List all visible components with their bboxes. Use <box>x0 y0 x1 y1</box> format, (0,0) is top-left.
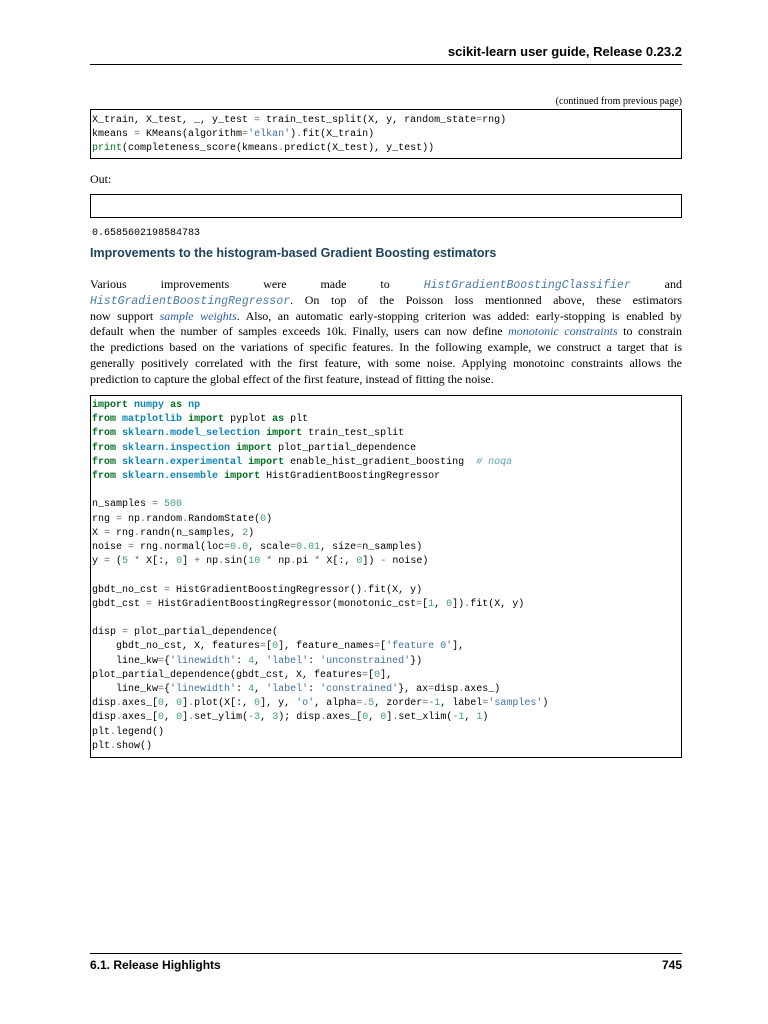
code-token: . <box>188 698 195 710</box>
code-token: 1 <box>458 712 465 724</box>
paragraph-line <box>90 356 682 372</box>
code-token: set_xlim( <box>398 712 453 724</box>
paragraph-text: now support <box>90 308 160 323</box>
code-token: , <box>164 698 177 710</box>
code-token: RandomState( <box>188 513 261 525</box>
code-token: . <box>296 129 303 141</box>
code-token: 2 <box>242 527 249 539</box>
code-token: = <box>374 641 381 653</box>
code-token: 0 <box>176 556 183 568</box>
code-token: predict(X_test), y_test)) <box>284 143 435 155</box>
code-token: 0 <box>446 598 453 610</box>
code-token: = <box>134 129 141 141</box>
code-token: enable_hist_gradient_boosting <box>284 456 477 468</box>
code-token: ], feature_names <box>278 641 375 653</box>
code-token: , size <box>320 542 357 554</box>
code-token: = <box>104 527 111 539</box>
code-token: 'label' <box>266 684 309 696</box>
code-token: =- <box>422 698 435 710</box>
code-token: train_test_split <box>302 428 405 440</box>
code-token: import <box>266 428 303 440</box>
code-line <box>92 640 681 654</box>
code-token: fit(X_train) <box>302 129 375 141</box>
code-token: }) <box>410 655 423 667</box>
code-line <box>92 612 681 626</box>
code-token: = <box>290 542 297 554</box>
code-token: : <box>308 655 321 667</box>
code-line <box>92 399 681 413</box>
code-token: 0 <box>260 513 267 525</box>
code-token: (completeness_score(kmeans <box>122 143 279 155</box>
continued-note: (continued from previous page) <box>555 96 682 107</box>
code-token: . <box>182 513 189 525</box>
code-token: rng <box>92 513 117 525</box>
code-token: from <box>92 456 117 468</box>
code-line <box>92 470 681 484</box>
code-token: [ <box>422 598 429 610</box>
code-token: - <box>452 712 459 724</box>
code-line <box>92 711 681 725</box>
doc-link[interactable]: monotonic constraints <box>508 324 618 339</box>
document-page <box>90 0 682 1024</box>
paragraph-line <box>90 277 682 293</box>
code-token: fit(X, y) <box>470 598 525 610</box>
code-token: sklearn.experimental <box>122 456 243 468</box>
code-token: 500 <box>164 499 183 511</box>
code-token: print <box>92 143 123 155</box>
code-token: 1 <box>476 712 483 724</box>
code-line <box>92 114 681 128</box>
code-token: plot_partial_dependence(gbdt_cst, X, features <box>92 669 363 681</box>
code-token: randn(n_samples, <box>140 527 243 539</box>
code-token: ) <box>290 129 297 141</box>
code-token: + <box>194 556 201 568</box>
code-token: gbdt_no_cst, X, features <box>92 641 261 653</box>
code-line <box>92 484 681 498</box>
code-token: { <box>164 684 171 696</box>
paragraph-text: the predictions based on the variations of specific features. In the following example, we construct a target that is <box>90 340 682 355</box>
code-token: . <box>392 712 399 724</box>
code-token: 'label' <box>266 655 309 667</box>
code-token: 0.0 <box>230 542 249 554</box>
code-token: plot_partial_dependence( <box>128 627 279 639</box>
code-token: = <box>122 627 129 639</box>
code-token: from <box>92 471 117 483</box>
code-token: np <box>122 513 141 525</box>
code-token: . <box>188 712 195 724</box>
code-token: 0 <box>380 712 387 724</box>
code-token: , <box>254 655 267 667</box>
code-token: disp <box>92 627 123 639</box>
code-block-monotonic-example <box>90 395 682 758</box>
code-token: = <box>146 598 153 610</box>
code-token: , <box>464 712 477 724</box>
code-token: plt <box>92 726 111 738</box>
code-token: disp <box>434 684 459 696</box>
code-line <box>92 456 681 470</box>
code-token: from <box>92 442 117 454</box>
code-token: . <box>116 712 123 724</box>
code-token: . <box>458 684 465 696</box>
code-line <box>92 584 681 598</box>
code-token: . <box>110 740 117 752</box>
code-line <box>92 697 681 711</box>
code-token: , <box>254 684 267 696</box>
running-header: scikit-learn user guide, Release 0.23.2 <box>447 44 682 59</box>
code-line <box>92 427 681 441</box>
code-token: 3 <box>254 712 261 724</box>
code-token: import <box>92 400 129 411</box>
code-token: kmeans <box>92 129 135 141</box>
output-value: 0.6585602198584783 <box>92 228 201 240</box>
code-token: - <box>380 556 387 568</box>
code-token: gbdt_cst <box>92 598 147 610</box>
code-token: numpy <box>134 400 165 411</box>
code-token: , alpha <box>314 698 357 710</box>
code-token: fit(X, y) <box>368 584 423 596</box>
code-token: = <box>356 542 363 554</box>
code-token: * <box>134 556 141 568</box>
paragraph-line <box>90 372 682 388</box>
code-token: ( <box>110 556 123 568</box>
code-token: , <box>434 598 447 610</box>
code-token: np <box>272 556 291 568</box>
code-token: 5 <box>122 556 129 568</box>
code-token: [ <box>368 669 375 681</box>
code-token: ) <box>266 513 273 525</box>
code-token: = <box>476 115 483 126</box>
paragraph-text: Various improvements were made to <box>90 277 424 291</box>
code-token: 0 <box>356 556 363 568</box>
code-token: as <box>170 400 183 411</box>
code-token: ] <box>182 698 189 710</box>
code-token: import <box>188 414 225 426</box>
code-token: ] <box>182 556 195 568</box>
code-token: . <box>158 542 165 554</box>
code-token: [ <box>266 641 273 653</box>
code-line <box>92 513 681 527</box>
code-token: plt <box>92 740 111 752</box>
code-token: . <box>464 598 471 610</box>
code-token: as <box>272 414 285 426</box>
code-line <box>92 498 681 512</box>
code-token: show() <box>116 740 153 752</box>
code-token: HistGradientBoostingRegressor(monotonic_cst <box>152 598 417 610</box>
code-line <box>92 683 681 697</box>
code-token: X <box>92 527 105 539</box>
code-token: 0 <box>158 712 165 724</box>
code-token: 'o' <box>296 698 315 710</box>
code-token: 3 <box>272 712 279 724</box>
code-token: . <box>320 712 327 724</box>
code-token: ); disp <box>278 712 321 724</box>
code-token: . <box>134 527 141 539</box>
code-token: = <box>416 598 423 610</box>
code-token: . <box>290 556 297 568</box>
code-token: , <box>260 712 273 724</box>
code-token: n_samples) <box>362 542 423 554</box>
code-token: ], <box>452 641 465 653</box>
code-token: line_kw <box>92 684 159 696</box>
code-token: ], y, <box>260 698 297 710</box>
code-token: 4 <box>248 684 255 696</box>
code-token: { <box>164 655 171 667</box>
code-token: 'linewidth' <box>170 655 237 667</box>
code-token: n_samples <box>92 499 153 511</box>
code-token: 0 <box>254 698 261 710</box>
code-token: 0 <box>374 669 381 681</box>
section-paragraph <box>90 277 682 388</box>
code-token: , label <box>440 698 483 710</box>
code-token: . <box>110 726 117 738</box>
out-label: Out: <box>90 172 112 186</box>
code-token: ] <box>386 712 393 724</box>
code-token: 4 <box>248 655 255 667</box>
code-token: plot(X[:, <box>194 698 255 710</box>
code-token: # noqa <box>476 456 513 468</box>
code-line <box>92 128 681 142</box>
paragraph-text: generally positively correlated with the first feature, with some noise. Applying monotoinc constraints allows the <box>90 355 682 370</box>
code-token: . <box>140 513 147 525</box>
code-token: from <box>92 428 117 440</box>
code-token: train_test_split(X, y, random_state <box>260 115 477 126</box>
code-token: 0 <box>272 641 279 653</box>
code-token: KMeans(algorithm <box>140 129 243 141</box>
code-token: line_kw <box>92 655 159 667</box>
doc-link[interactable]: sample weights <box>159 308 237 323</box>
code-token: np <box>188 400 201 411</box>
code-token: rng <box>134 542 159 554</box>
page-number: 745 <box>661 958 682 972</box>
code-token: = <box>362 669 369 681</box>
code-token: axes_[ <box>326 712 363 724</box>
code-token: , <box>164 712 177 724</box>
code-line <box>92 655 681 669</box>
code-token: - <box>248 712 255 724</box>
output-block <box>90 194 682 240</box>
paragraph-line <box>90 340 682 356</box>
code-line <box>92 555 681 569</box>
code-token: . <box>278 143 285 155</box>
code-token: ], <box>380 669 393 681</box>
code-token: 10 <box>248 556 261 568</box>
code-token: import <box>224 471 261 483</box>
doc-link[interactable]: HistGradientBoostingRegressor <box>90 294 291 308</box>
code-token: 'samples' <box>488 698 543 710</box>
code-token: = <box>254 115 261 126</box>
code-line <box>92 740 681 754</box>
code-token: X[:, <box>320 556 357 568</box>
code-token: : <box>308 684 321 696</box>
paragraph-line <box>90 309 682 325</box>
code-token: = <box>158 655 165 667</box>
code-token: 'linewidth' <box>170 684 237 696</box>
code-token: 'constrained' <box>320 684 399 696</box>
code-token: axes_) <box>464 684 501 696</box>
code-token: 0 <box>158 698 165 710</box>
code-token: = <box>116 513 123 525</box>
code-token: rng) <box>482 115 507 126</box>
code-token: disp <box>92 712 117 724</box>
code-token: ]) <box>452 598 465 610</box>
code-token: = <box>104 556 111 568</box>
code-token: plt <box>284 414 309 426</box>
code-line <box>92 413 681 427</box>
code-token: .5 <box>362 698 375 710</box>
code-token: = <box>152 499 159 511</box>
code-token: pi <box>296 556 315 568</box>
code-token: matplotlib <box>122 414 183 426</box>
section-title: Improvements to the histogram-based Gradient Boosting estimators <box>90 246 497 260</box>
code-line <box>92 598 681 612</box>
code-block-kmeans <box>90 109 682 159</box>
code-token: normal(loc <box>164 542 225 554</box>
code-token: . <box>362 584 369 596</box>
paragraph-text: default when the number of samples exceeds 10k. Finally, users can now define <box>90 324 509 339</box>
code-token: ) <box>482 712 489 724</box>
code-line <box>92 669 681 683</box>
code-token: X[:, <box>140 556 177 568</box>
code-token: legend() <box>116 726 165 738</box>
code-token: 'elkan' <box>248 129 291 141</box>
code-token: import <box>248 456 285 468</box>
code-token: ]) <box>362 556 381 568</box>
code-line <box>92 442 681 456</box>
code-token: = <box>224 542 231 554</box>
code-token: 0.01 <box>296 542 321 554</box>
code-token: = <box>128 542 135 554</box>
paragraph-line <box>90 324 682 340</box>
code-token: y <box>92 556 105 568</box>
paragraph-text: prediction to capture the global effect of the first feature, instead of fitting the noise. <box>90 371 494 386</box>
code-token: , scale <box>248 542 291 554</box>
code-token: = <box>164 584 171 596</box>
code-token: . <box>218 556 225 568</box>
code-token: : <box>236 655 249 667</box>
code-line <box>92 569 681 583</box>
code-line <box>92 726 681 740</box>
code-token: random <box>146 513 183 525</box>
code-token: noise) <box>386 556 429 568</box>
code-token: from <box>92 414 117 426</box>
code-token: pyplot <box>224 414 273 426</box>
paragraph-text: to constrain <box>617 324 682 339</box>
paragraph-text: and <box>630 277 683 291</box>
code-token: HistGradientBoostingRegressor <box>260 471 441 483</box>
code-token: axes_[ <box>122 712 159 724</box>
code-token: set_ylim( <box>194 712 249 724</box>
code-token: gbdt_no_cst <box>92 584 165 596</box>
header-rule <box>90 64 682 65</box>
code-token: ) <box>248 527 255 539</box>
code-token: = <box>260 641 267 653</box>
doc-link[interactable]: HistGradientBoostingClassifier <box>423 279 631 292</box>
code-token: plot_partial_dependence <box>272 442 417 454</box>
code-token: }, ax <box>398 684 429 696</box>
code-token: , <box>368 712 381 724</box>
code-token: 0 <box>176 712 183 724</box>
code-token: = <box>356 698 363 710</box>
code-token: ) <box>542 698 549 710</box>
code-token: rng <box>110 527 135 539</box>
code-token: 1 <box>434 698 441 710</box>
code-token: = <box>428 684 435 696</box>
code-token: * <box>314 556 321 568</box>
code-token: sin( <box>224 556 249 568</box>
code-token: ] <box>182 712 189 724</box>
code-line <box>92 626 681 640</box>
code-token: 0 <box>176 698 183 710</box>
paragraph-line <box>90 293 682 309</box>
code-token: np <box>200 556 219 568</box>
code-token: = <box>482 698 489 710</box>
code-line <box>92 541 681 555</box>
code-line <box>92 142 681 156</box>
footer-rule <box>90 953 682 954</box>
code-token: sklearn.inspection <box>122 442 231 454</box>
code-token: HistGradientBoostingRegressor() <box>170 584 363 596</box>
code-token: sklearn.ensemble <box>122 471 219 483</box>
code-token: [ <box>380 641 387 653</box>
code-token: 1 <box>428 598 435 610</box>
code-token: 0 <box>362 712 369 724</box>
code-token: X_train, X_test, _, y_test <box>92 115 255 126</box>
code-line <box>92 527 681 541</box>
code-token: . <box>116 698 123 710</box>
code-token: 'unconstrained' <box>320 655 411 667</box>
code-token: * <box>266 556 273 568</box>
code-token: = <box>242 129 249 141</box>
code-token: , zorder <box>374 698 423 710</box>
code-token: noise <box>92 542 129 554</box>
code-token: 'feature 0' <box>386 641 453 653</box>
code-token: : <box>236 684 249 696</box>
code-token: axes_[ <box>122 698 159 710</box>
code-token: = <box>158 684 165 696</box>
code-token: import <box>236 442 273 454</box>
footer-section-label: 6.1. Release Highlights <box>90 958 221 972</box>
code-token: disp <box>92 698 117 710</box>
paragraph-text: . Also, an automatic early-stopping criterion was added: early-stopping is enabled by <box>236 308 682 323</box>
code-token: sklearn.model_selection <box>122 428 261 440</box>
paragraph-text: . On top of the Poisson loss mentionned above, these estimators <box>290 292 682 307</box>
